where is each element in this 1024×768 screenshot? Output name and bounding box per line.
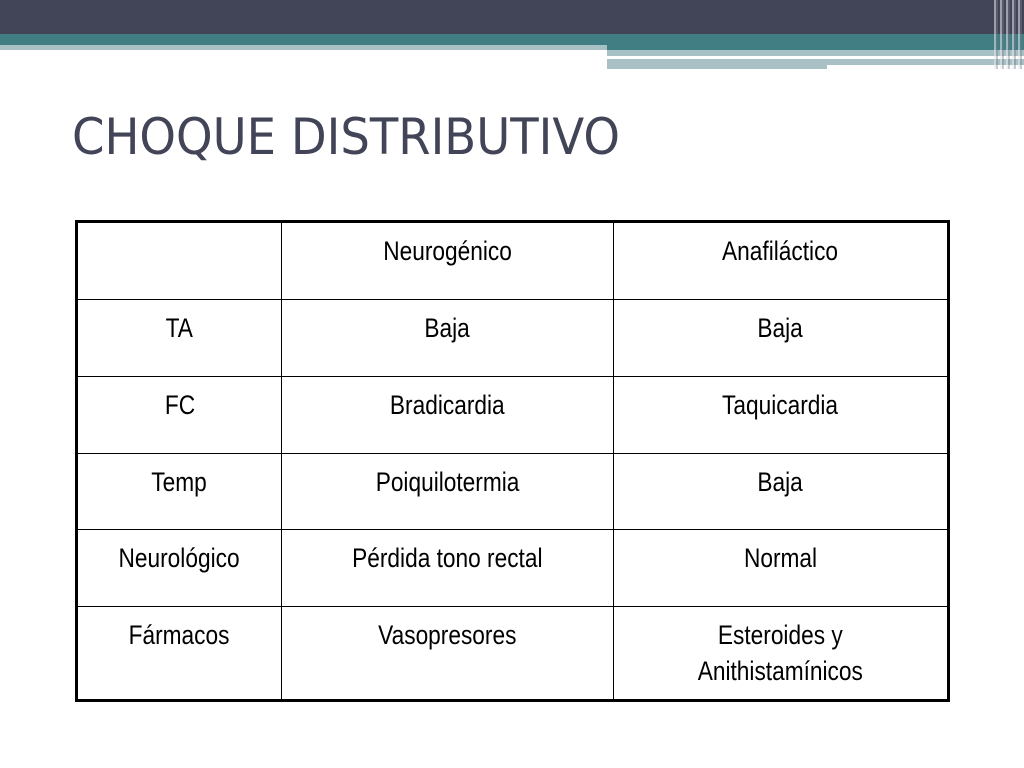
row-label: FC [77, 377, 282, 454]
row-label: TA [77, 300, 282, 377]
header-bar-light-right-3 [607, 65, 827, 69]
table-row [77, 377, 949, 454]
table-row [77, 454, 949, 530]
table-header-row [77, 222, 949, 300]
row-label: Neurológico [77, 530, 282, 607]
header-bar-teal [0, 34, 1024, 45]
table-header-cell: Neurogénico [282, 222, 614, 300]
table-row [77, 607, 949, 701]
table-cell: Taquicardia [614, 377, 949, 454]
table-cell: Vasopresores [282, 607, 614, 701]
table-row [77, 300, 949, 377]
table-cell: Poiquilotermia [282, 454, 614, 530]
header-stripes [992, 0, 1024, 69]
table-header-cell [77, 222, 282, 300]
header-bar-dark [0, 0, 1024, 34]
table-cell: Baja [614, 454, 949, 530]
row-label: Temp [77, 454, 282, 530]
comparison-table [75, 220, 950, 702]
table-cell: Normal [614, 530, 949, 607]
table-cell: Esteroides y Anithistamínicos [614, 607, 949, 701]
row-label: Fármacos [77, 607, 282, 701]
table-row [77, 530, 949, 607]
slide-title: CHOQUE DISTRIBUTIVO [72, 108, 620, 166]
table-header-cell: Anafiláctico [614, 222, 949, 300]
table-cell: Baja [282, 300, 614, 377]
table-cell: Baja [614, 300, 949, 377]
table-cell: Bradicardia [282, 377, 614, 454]
header-bar-light-left [0, 45, 607, 50]
table-cell: Pérdida tono rectal [282, 530, 614, 607]
